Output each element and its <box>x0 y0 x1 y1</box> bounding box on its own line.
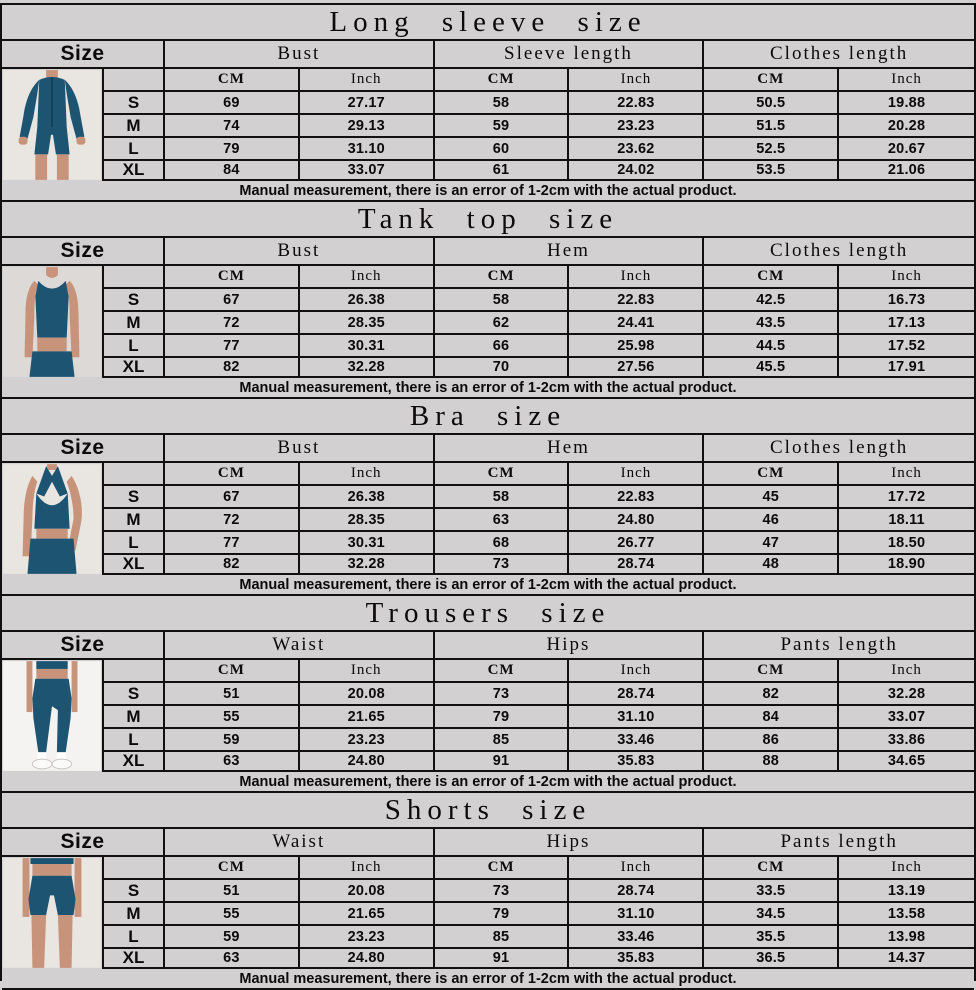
value-cell: 26.38 <box>300 486 435 509</box>
size-label-m: M <box>104 706 165 729</box>
unit-cm-label: CM <box>165 69 300 92</box>
value-cell: 14.37 <box>839 949 974 969</box>
unit-cm-label: CM <box>704 660 839 683</box>
size-column-header: Size <box>2 238 165 266</box>
value-cell: 26.38 <box>300 289 435 312</box>
value-cell: 70 <box>435 358 570 378</box>
value-cell: 22.83 <box>569 92 704 115</box>
measurement-note: Manual measurement, there is an error of 1-2cm with the actual product. <box>239 773 737 790</box>
group-header-clothes-length: Clothes length <box>704 238 974 266</box>
value-cell: 24.80 <box>569 509 704 532</box>
table-title-long-sleeve: Long sleeve size <box>2 5 974 41</box>
trousers-leggings-photo-graphic <box>3 661 101 771</box>
value-cell: 27.56 <box>569 358 704 378</box>
value-cell: 48 <box>704 555 839 575</box>
tank-top-photo-graphic <box>3 267 101 377</box>
value-cell: 45 <box>704 486 839 509</box>
value-cell: 58 <box>435 92 570 115</box>
unit-inch-label: Inch <box>300 660 435 683</box>
unit-inch-label: Inch <box>569 463 704 486</box>
group-header-waist: Waist <box>165 829 435 857</box>
trousers-leggings-photo <box>2 660 104 772</box>
value-cell: 13.58 <box>839 903 974 926</box>
value-cell: 33.46 <box>569 926 704 949</box>
size-label-xl: XL <box>104 949 165 969</box>
value-cell: 55 <box>165 903 300 926</box>
value-cell: 33.07 <box>839 706 974 729</box>
value-cell: 59 <box>435 115 570 138</box>
value-cell: 33.07 <box>300 161 435 181</box>
value-cell: 82 <box>704 683 839 706</box>
value-cell: 24.80 <box>300 752 435 772</box>
value-cell: 23.23 <box>300 926 435 949</box>
group-header-pants-length: Pants length <box>704 632 974 660</box>
value-cell: 66 <box>435 335 570 358</box>
group-header-clothes-length: Clothes length <box>704 41 974 69</box>
value-cell: 52.5 <box>704 138 839 161</box>
value-cell: 30.31 <box>300 532 435 555</box>
value-cell: 36.5 <box>704 949 839 969</box>
unit-inch-label: Inch <box>839 857 974 880</box>
group-header-pants-length: Pants length <box>704 829 974 857</box>
value-cell: 91 <box>435 949 570 969</box>
size-label-s: S <box>104 289 165 312</box>
unit-inch-label: Inch <box>300 266 435 289</box>
value-cell: 32.28 <box>300 555 435 575</box>
unit-cm-label: CM <box>704 857 839 880</box>
value-cell: 61 <box>435 161 570 181</box>
size-label-xl: XL <box>104 161 165 181</box>
value-cell: 28.74 <box>569 555 704 575</box>
value-cell: 31.10 <box>569 903 704 926</box>
value-cell: 28.74 <box>569 880 704 903</box>
group-header-hips: Hips <box>435 829 705 857</box>
value-cell: 55 <box>165 706 300 729</box>
size-label-column-spacer <box>104 660 165 683</box>
value-cell: 45.5 <box>704 358 839 378</box>
unit-inch-label: Inch <box>839 463 974 486</box>
unit-cm-label: CM <box>435 857 570 880</box>
shorts-outfit-photo <box>2 857 104 969</box>
value-cell: 28.74 <box>569 683 704 706</box>
unit-cm-label: CM <box>165 857 300 880</box>
size-label-l: L <box>104 335 165 358</box>
size-table-tank-top <box>2 202 974 399</box>
unit-inch-label: Inch <box>569 266 704 289</box>
unit-inch-label: Inch <box>569 857 704 880</box>
value-cell: 51 <box>165 683 300 706</box>
value-cell: 60 <box>435 138 570 161</box>
measurement-note: Manual measurement, there is an error of 1-2cm with the actual product. <box>239 576 737 593</box>
value-cell: 29.13 <box>300 115 435 138</box>
group-header-bust: Bust <box>165 41 435 69</box>
size-label-s: S <box>104 683 165 706</box>
value-cell: 85 <box>435 926 570 949</box>
size-column-header: Size <box>2 435 165 463</box>
value-cell: 20.67 <box>839 138 974 161</box>
unit-cm-label: CM <box>704 69 839 92</box>
value-cell: 86 <box>704 729 839 752</box>
size-column-header: Size <box>2 632 165 660</box>
size-label-xl: XL <box>104 752 165 772</box>
measurement-note: Manual measurement, there is an error of 1-2cm with the actual product. <box>239 970 737 987</box>
value-cell: 18.90 <box>839 555 974 575</box>
value-cell: 63 <box>435 509 570 532</box>
size-label-s: S <box>104 880 165 903</box>
value-cell: 73 <box>435 880 570 903</box>
bra-top-photo <box>2 463 104 575</box>
value-cell: 91 <box>435 752 570 772</box>
value-cell: 74 <box>165 115 300 138</box>
table-title-shorts: Shorts size <box>2 793 974 829</box>
unit-cm-label: CM <box>435 463 570 486</box>
size-label-l: L <box>104 138 165 161</box>
size-label-l: L <box>104 729 165 752</box>
value-cell: 50.5 <box>704 92 839 115</box>
value-cell: 31.10 <box>300 138 435 161</box>
value-cell: 79 <box>435 903 570 926</box>
value-cell: 13.98 <box>839 926 974 949</box>
value-cell: 28.35 <box>300 509 435 532</box>
value-cell: 72 <box>165 509 300 532</box>
shorts-outfit-photo-graphic <box>3 858 101 968</box>
unit-cm-label: CM <box>165 463 300 486</box>
unit-cm-label: CM <box>704 266 839 289</box>
value-cell: 77 <box>165 532 300 555</box>
value-cell: 19.88 <box>839 92 974 115</box>
unit-inch-label: Inch <box>569 69 704 92</box>
size-label-l: L <box>104 532 165 555</box>
value-cell: 26.77 <box>569 532 704 555</box>
value-cell: 67 <box>165 289 300 312</box>
group-header-hem: Hem <box>435 238 705 266</box>
value-cell: 28.35 <box>300 312 435 335</box>
value-cell: 35.5 <box>704 926 839 949</box>
value-cell: 34.65 <box>839 752 974 772</box>
group-header-clothes-length: Clothes length <box>704 435 974 463</box>
value-cell: 21.65 <box>300 903 435 926</box>
value-cell: 17.13 <box>839 312 974 335</box>
value-cell: 51.5 <box>704 115 839 138</box>
value-cell: 82 <box>165 358 300 378</box>
unit-inch-label: Inch <box>569 660 704 683</box>
size-label-s: S <box>104 92 165 115</box>
table-title-tank-top: Tank top size <box>2 202 974 238</box>
group-header-bust: Bust <box>165 238 435 266</box>
value-cell: 47 <box>704 532 839 555</box>
table-title-trousers: Trousers size <box>2 596 974 632</box>
value-cell: 58 <box>435 486 570 509</box>
long-sleeve-outfit-photo-graphic <box>3 70 101 180</box>
value-cell: 42.5 <box>704 289 839 312</box>
unit-inch-label: Inch <box>839 69 974 92</box>
value-cell: 43.5 <box>704 312 839 335</box>
value-cell: 63 <box>165 949 300 969</box>
value-cell: 27.17 <box>300 92 435 115</box>
value-cell: 34.5 <box>704 903 839 926</box>
value-cell: 22.83 <box>569 486 704 509</box>
value-cell: 33.5 <box>704 880 839 903</box>
value-cell: 82 <box>165 555 300 575</box>
value-cell: 77 <box>165 335 300 358</box>
value-cell: 17.52 <box>839 335 974 358</box>
value-cell: 84 <box>165 161 300 181</box>
group-header-waist: Waist <box>165 632 435 660</box>
value-cell: 31.10 <box>569 706 704 729</box>
size-column-header: Size <box>2 829 165 857</box>
value-cell: 35.83 <box>569 949 704 969</box>
unit-inch-label: Inch <box>300 857 435 880</box>
size-chart-document <box>0 3 976 987</box>
value-cell: 22.83 <box>569 289 704 312</box>
size-label-xl: XL <box>104 358 165 378</box>
size-label-column-spacer <box>104 266 165 289</box>
unit-inch-label: Inch <box>300 463 435 486</box>
value-cell: 20.08 <box>300 683 435 706</box>
value-cell: 13.19 <box>839 880 974 903</box>
value-cell: 67 <box>165 486 300 509</box>
size-label-m: M <box>104 312 165 335</box>
value-cell: 18.11 <box>839 509 974 532</box>
measurement-note: Manual measurement, there is an error of 1-2cm with the actual product. <box>239 379 737 396</box>
size-label-m: M <box>104 903 165 926</box>
unit-cm-label: CM <box>435 266 570 289</box>
bra-top-photo-graphic <box>3 464 101 574</box>
size-label-column-spacer <box>104 463 165 486</box>
size-table-bra <box>2 399 974 596</box>
value-cell: 63 <box>165 752 300 772</box>
unit-cm-label: CM <box>704 463 839 486</box>
unit-inch-label: Inch <box>839 660 974 683</box>
value-cell: 17.91 <box>839 358 974 378</box>
value-cell: 68 <box>435 532 570 555</box>
value-cell: 33.86 <box>839 729 974 752</box>
unit-inch-label: Inch <box>300 69 435 92</box>
group-header-hips: Hips <box>435 632 705 660</box>
value-cell: 35.83 <box>569 752 704 772</box>
value-cell: 16.73 <box>839 289 974 312</box>
group-header-bust: Bust <box>165 435 435 463</box>
long-sleeve-outfit-photo <box>2 69 104 181</box>
tank-top-photo <box>2 266 104 378</box>
size-label-m: M <box>104 115 165 138</box>
value-cell: 44.5 <box>704 335 839 358</box>
value-cell: 72 <box>165 312 300 335</box>
table-title-bra: Bra size <box>2 399 974 435</box>
value-cell: 79 <box>165 138 300 161</box>
size-label-s: S <box>104 486 165 509</box>
unit-cm-label: CM <box>435 69 570 92</box>
size-label-m: M <box>104 509 165 532</box>
size-label-l: L <box>104 926 165 949</box>
value-cell: 25.98 <box>569 335 704 358</box>
value-cell: 20.08 <box>300 880 435 903</box>
value-cell: 84 <box>704 706 839 729</box>
size-label-column-spacer <box>104 69 165 92</box>
measurement-note: Manual measurement, there is an error of 1-2cm with the actual product. <box>239 182 737 199</box>
group-header-hem: Hem <box>435 435 705 463</box>
value-cell: 30.31 <box>300 335 435 358</box>
size-table-long-sleeve <box>2 5 974 202</box>
size-table-trousers <box>2 596 974 793</box>
size-label-xl: XL <box>104 555 165 575</box>
size-table-shorts <box>2 793 974 990</box>
value-cell: 32.28 <box>839 683 974 706</box>
value-cell: 21.06 <box>839 161 974 181</box>
value-cell: 46 <box>704 509 839 532</box>
value-cell: 33.46 <box>569 729 704 752</box>
value-cell: 32.28 <box>300 358 435 378</box>
value-cell: 20.28 <box>839 115 974 138</box>
size-column-header: Size <box>2 41 165 69</box>
value-cell: 21.65 <box>300 706 435 729</box>
value-cell: 73 <box>435 683 570 706</box>
value-cell: 24.80 <box>300 949 435 969</box>
value-cell: 18.50 <box>839 532 974 555</box>
group-header-sleeve-length: Sleeve length <box>435 41 705 69</box>
value-cell: 69 <box>165 92 300 115</box>
value-cell: 58 <box>435 289 570 312</box>
value-cell: 85 <box>435 729 570 752</box>
value-cell: 62 <box>435 312 570 335</box>
value-cell: 51 <box>165 880 300 903</box>
value-cell: 23.62 <box>569 138 704 161</box>
unit-cm-label: CM <box>165 266 300 289</box>
value-cell: 59 <box>165 926 300 949</box>
size-label-column-spacer <box>104 857 165 880</box>
value-cell: 59 <box>165 729 300 752</box>
value-cell: 23.23 <box>300 729 435 752</box>
value-cell: 79 <box>435 706 570 729</box>
value-cell: 23.23 <box>569 115 704 138</box>
unit-inch-label: Inch <box>839 266 974 289</box>
value-cell: 24.41 <box>569 312 704 335</box>
unit-cm-label: CM <box>165 660 300 683</box>
value-cell: 88 <box>704 752 839 772</box>
unit-cm-label: CM <box>435 660 570 683</box>
value-cell: 17.72 <box>839 486 974 509</box>
value-cell: 53.5 <box>704 161 839 181</box>
value-cell: 73 <box>435 555 570 575</box>
value-cell: 24.02 <box>569 161 704 181</box>
